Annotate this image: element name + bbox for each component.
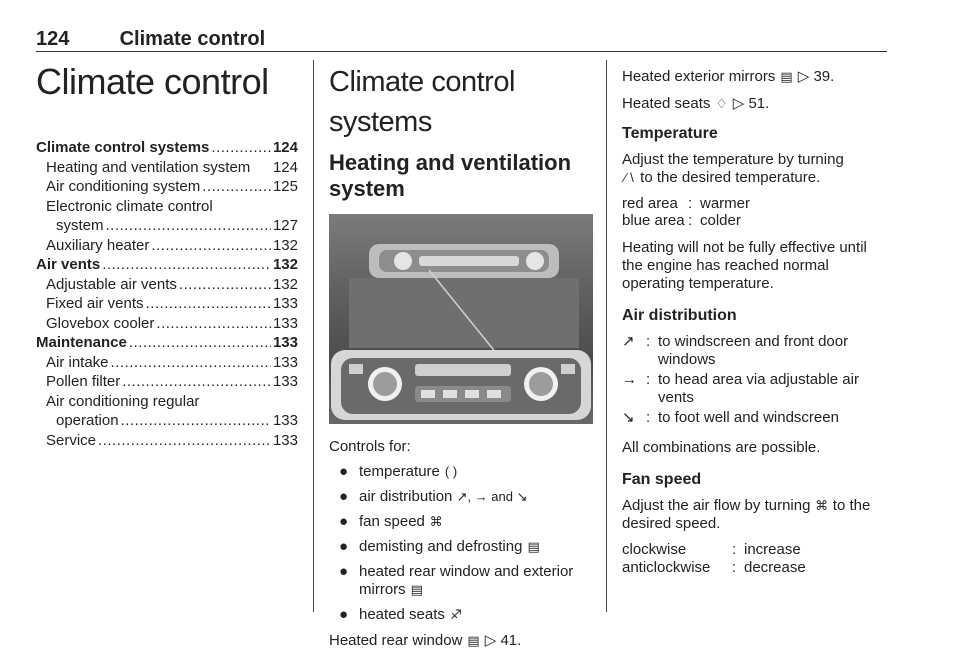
page-header (36, 28, 265, 51)
toc-leader-dots (106, 216, 271, 236)
control-bullet-text: air distribution (359, 488, 453, 505)
bullet-dot: ● (339, 513, 349, 530)
temperature-text-a: Adjust the temperature by turning (622, 151, 844, 168)
fan-speed-heading: Fan speed (622, 471, 702, 488)
control-bullet-body (359, 538, 541, 556)
temperature-table (622, 195, 888, 229)
toc-leader-dots (98, 431, 271, 451)
heated-seats-ref: ▷ 51. (732, 95, 770, 112)
fan-speed-text-a: Adjust the air flow by turning (622, 497, 811, 514)
temperature-text-b: to the desired temperature. (640, 169, 821, 186)
temperature-note: Heating will not be fully effective until the engine has reached normal operating temperature. (622, 239, 867, 292)
air-distribution-row (622, 371, 888, 407)
control-bullet (329, 538, 593, 556)
row-colon: : (646, 333, 651, 350)
toc-entry-page: 132 (272, 275, 298, 293)
toc-leader-dots (111, 353, 271, 373)
air-distribution-desc: to windscreen and front door windows (658, 333, 849, 368)
chapter-title: Climate control (36, 61, 269, 102)
air-distribution-heading: Air distribution (622, 307, 737, 324)
rear-window-icon: ▤ (467, 633, 480, 648)
row-colon: : (688, 212, 693, 229)
toc-entry-page: 124 (272, 158, 298, 176)
toc-entry (36, 236, 298, 256)
fan-direction: clockwise (622, 541, 687, 558)
control-bullet-text: heated rear window and exterior mirrors (359, 563, 574, 598)
toc-entry (36, 138, 298, 158)
toc-leader-dots (121, 411, 271, 431)
control-bullet-body (359, 563, 593, 599)
control-bullet-icon: ↗, → and ↘ (456, 489, 528, 504)
toc-entry-title: Glovebox cooler (46, 314, 155, 332)
rear-window-line (329, 632, 593, 650)
toc-entry (36, 411, 298, 431)
control-bullet (329, 563, 593, 599)
air-distribution-icon: ↘ (622, 409, 635, 426)
toc-entry-title: Adjustable air vents (46, 275, 177, 293)
control-bullet-body (359, 513, 443, 531)
page-number: 124 (36, 28, 70, 50)
bullet-dot: ● (339, 606, 349, 623)
toc-entry-page: 133 (272, 431, 298, 449)
toc-entry-page: 133 (272, 373, 298, 390)
table-of-contents (36, 138, 298, 450)
control-bullet-text: temperature (359, 463, 440, 480)
toc-entry (36, 197, 298, 217)
temperature-row (622, 212, 888, 229)
control-bullet-icon: ♐ (450, 607, 462, 622)
toc-entry-title: Heating and ventilation system (46, 158, 251, 176)
fan-icon: ⌘ (815, 498, 829, 513)
toc-entry-page: 125 (272, 178, 298, 195)
control-bullet-icon: ⌘ (429, 514, 443, 529)
toc-leader-dots (102, 255, 271, 275)
temperature-instruction (622, 151, 888, 187)
toc-entry-page: 133 (272, 295, 298, 312)
control-bullet (329, 463, 593, 481)
control-bullet-text: fan speed (359, 513, 425, 530)
control-bullet-icon: ( ) (444, 464, 458, 479)
row-colon: : (646, 409, 651, 426)
toc-entry-page: 132 (272, 256, 298, 273)
air-distribution-note: All combinations are possible. (622, 439, 821, 456)
header-title: Climate control (119, 28, 266, 50)
toc-leader-dots (211, 138, 271, 158)
toc-entry-title: Electronic climate control (46, 197, 213, 215)
control-bullet-body (359, 463, 458, 481)
control-bullet-icon: ▤ (527, 539, 540, 554)
toc-entry (36, 314, 298, 334)
toc-entry-page: 127 (272, 217, 298, 234)
toc-entry (36, 158, 298, 178)
toc-entry (36, 216, 298, 236)
toc-entry (36, 255, 298, 275)
bullet-dot: ● (339, 538, 349, 555)
bullet-dot: ● (339, 463, 349, 480)
row-colon: : (646, 371, 651, 388)
control-bullet-text: demisting and defrosting (359, 538, 523, 555)
toc-entry-title: Fixed air vents (46, 295, 144, 312)
control-bullet (329, 606, 593, 624)
toc-entry (36, 294, 298, 314)
toc-leader-dots (129, 333, 271, 353)
temperature-effect: warmer (700, 195, 751, 212)
toc-entry-title: Air conditioning regular (46, 392, 200, 410)
control-bullet-body (359, 488, 528, 506)
toc-entry-title: Air conditioning system (46, 178, 201, 195)
toc-entry (36, 275, 298, 295)
toc-entry-title: Air intake (46, 353, 109, 371)
toc-entry-title: Pollen filter (46, 373, 121, 390)
column-divider-2 (606, 60, 607, 612)
rear-window-ref: ▷ 41. (484, 632, 522, 649)
column-divider-1 (313, 60, 314, 612)
air-distribution-desc: to foot well and windscreen (658, 409, 839, 426)
toc-entry (36, 177, 298, 197)
toc-entry (36, 431, 298, 451)
temperature-area: red area (622, 195, 678, 212)
toc-leader-dots (156, 314, 271, 334)
toc-entry-title: Air vents (36, 256, 101, 273)
fan-speed-row (622, 541, 888, 559)
control-bullet (329, 513, 593, 531)
subsection-title: Heating and ventilation system (329, 150, 572, 201)
mirror-heat-icon: ▤ (780, 69, 793, 84)
control-bullet (329, 488, 593, 506)
air-distribution-icon: ↗ (622, 333, 635, 350)
control-bullet-icon: ▤ (410, 582, 423, 597)
air-distribution-desc: to head area via adjustable air vents (658, 371, 859, 406)
toc-leader-dots (151, 236, 271, 256)
middle-column (329, 62, 593, 650)
toc-entry-page: 133 (272, 412, 298, 429)
toc-entry-page: 133 (272, 314, 298, 332)
temperature-heading: Temperature (622, 125, 718, 142)
fan-speed-row (622, 559, 888, 577)
toc-entry (36, 353, 298, 373)
toc-leader-dots (179, 275, 271, 295)
toc-leader-dots (202, 177, 271, 197)
air-distribution-row (622, 409, 888, 427)
controls-list (329, 463, 593, 624)
fan-speed-table (622, 541, 888, 577)
toc-leader-dots (122, 372, 271, 392)
toc-leader-dots (146, 294, 271, 314)
temperature-area: blue area (622, 212, 685, 229)
air-distribution-row (622, 333, 888, 369)
row-colon: : (688, 195, 693, 212)
toc-entry-page: 124 (272, 139, 298, 156)
exterior-mirrors-line (622, 68, 888, 86)
control-bullet-body (359, 606, 463, 624)
fan-effect: increase (744, 541, 801, 558)
toc-entry (36, 333, 298, 353)
toc-entry-title: Climate control systems (36, 139, 210, 156)
controls-intro: Controls for: (329, 438, 411, 455)
toc-entry (36, 372, 298, 392)
fan-speed-instruction (622, 497, 888, 533)
row-colon: : (732, 541, 737, 558)
toc-entry-title: Auxiliary heater (46, 236, 150, 254)
climate-control-panel-photo (329, 214, 593, 424)
control-bullet-text: heated seats (359, 606, 445, 623)
row-colon: : (732, 559, 737, 576)
section-title: Climate control systems (329, 66, 515, 138)
fan-effect: decrease (744, 559, 806, 576)
fan-direction: anticlockwise (622, 559, 711, 576)
toc-entry-page: 133 (272, 353, 298, 371)
temperature-row (622, 195, 888, 212)
air-distribution-icon: → (622, 371, 637, 388)
header-rule (36, 51, 887, 52)
toc-entry-title: operation (56, 412, 119, 429)
heated-seats-line (622, 95, 888, 113)
heated-seats-text: Heated seats (622, 95, 711, 112)
air-distribution-table (622, 333, 888, 427)
exterior-mirrors-ref: ▷ 39. (797, 68, 835, 85)
fan-speed-text-b: to the desired speed. (622, 497, 871, 532)
toc-entry-page: 132 (272, 236, 298, 254)
seat-heat-icon: ♢ (715, 96, 728, 111)
left-column (36, 62, 298, 450)
temperature-effect: colder (700, 212, 741, 229)
toc-entry-title: Maintenance (36, 334, 127, 351)
temperature-knob-icon: ⁄ \ (624, 170, 634, 185)
toc-entry-title: Service (46, 431, 97, 449)
toc-entry-title: system (56, 217, 104, 234)
rear-window-text: Heated rear window (329, 632, 463, 649)
exterior-mirrors-text: Heated exterior mirrors (622, 68, 776, 85)
bullet-dot: ● (339, 563, 349, 580)
toc-entry (36, 392, 298, 412)
right-column (622, 62, 888, 577)
toc-entry-page: 133 (272, 334, 298, 351)
bullet-dot: ● (339, 488, 349, 505)
